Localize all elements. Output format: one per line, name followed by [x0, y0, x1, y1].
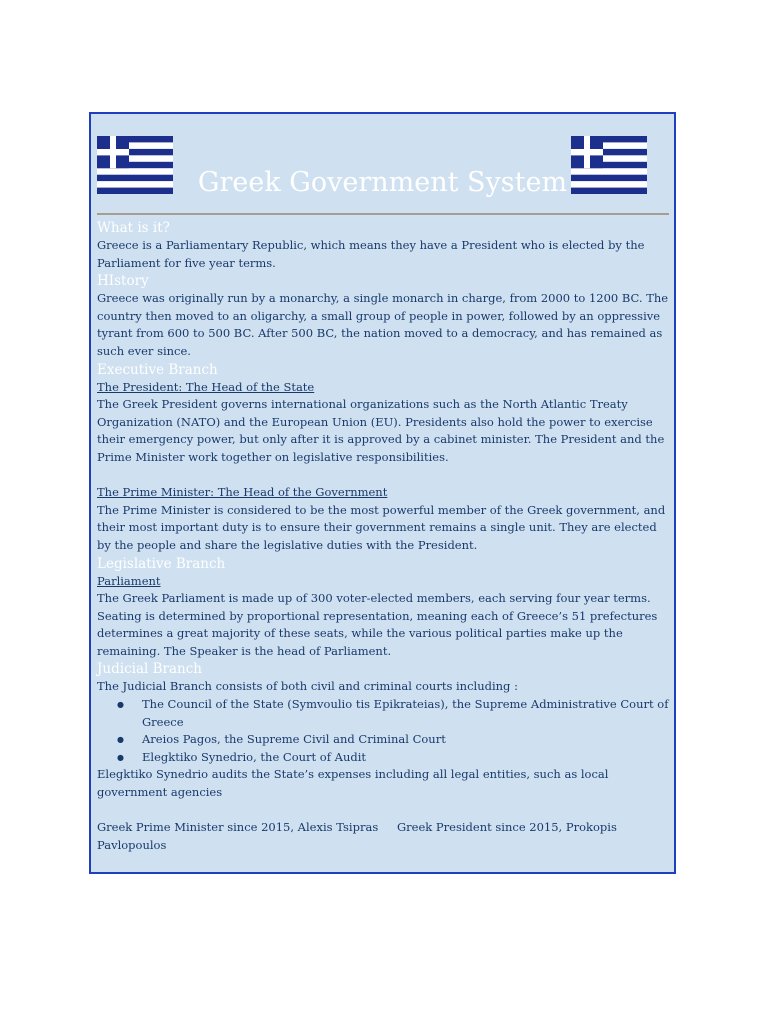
document-body	[97, 219, 669, 854]
heading-what-is-it: What is it?	[97, 220, 170, 236]
president-caption: Greek President since 2015, Prokopis	[397, 820, 617, 835]
list-item: ● Areios Pagos, the Supreme Civil and Criminal Court	[117, 731, 669, 749]
heading-legislative-branch: Legislative Branch	[97, 555, 226, 572]
history-text: Greece was originally run by a monarchy, a single monarch in charge, from 2000 to 1200 BC. The country then moved to an oligarchy, a small group of people in power, followed by an oppressive tyrant from 600 to 500 BC. After 500 BC, the nation moved to a democracy, and has remained as such ever since.	[97, 291, 669, 358]
list-item: ● The Council of the State (Symvoulio tis Epikrateias), the Supreme Administrative Court of Greece	[117, 696, 669, 731]
president-subheading: The President: The Head of the State	[97, 379, 315, 394]
president-text: The Greek President governs international organizations such as the North Atlantic Treaty Organization (NATO) and the European Union (EU). Presidents also hold the power to exercise their emergency power, but only after it is approved by a cabinet minister. The President and the Prime Minister work together on legislative responsibilities.	[97, 397, 665, 464]
judicial-intro: The Judicial Branch consists of both civil and criminal courts including :	[97, 679, 518, 694]
photo-captions	[97, 819, 669, 854]
courts-list	[97, 696, 669, 766]
spacer	[97, 467, 669, 485]
heading-history: HIstory	[97, 273, 149, 290]
what-is-it-text: Greece is a Parliamentary Republic, which means they have a President who is elected by the Parliament for five year terms.	[97, 238, 645, 270]
judicial-outro: Elegktiko Synedrio audits the State’s expenses including all legal entities, such as local government agencies	[97, 767, 609, 800]
prime-minister-subheading: The Prime Minister: The Head of the Government	[97, 485, 388, 500]
prime-minister-text: The Prime Minister is considered to be the most powerful member of the Greek government, and their most important duty is to ensure their government remains a single unit. They are elected by the people and share the legislative duties with the President.	[97, 502, 666, 552]
title-divider	[97, 213, 669, 215]
parliament-text: The Greek Parliament is made up of 300 voter-elected members, each serving four year terms. Seating is determined by proportional representation, meaning each of Greece’s 51 prefectures determines a great majority of these seats, while the various political parties make up the remaining. The Speaker is the head of Parliament.	[97, 591, 658, 658]
parliament-subheading: Parliament	[97, 573, 161, 588]
spacer	[97, 802, 669, 820]
list-item: ● Elegktiko Synedrio, the Court of Audit	[117, 749, 669, 767]
page-title: Greek Government System	[197, 167, 568, 198]
document-card	[89, 112, 676, 874]
heading-executive-branch: Executive Branch	[97, 361, 218, 378]
heading-judicial-branch: Judicial Branch	[97, 661, 202, 678]
prime-minister-caption: Greek Prime Minister since 2015, Alexis Tsipras	[97, 820, 379, 835]
caption-continuation: Pavlopoulos	[97, 837, 167, 852]
